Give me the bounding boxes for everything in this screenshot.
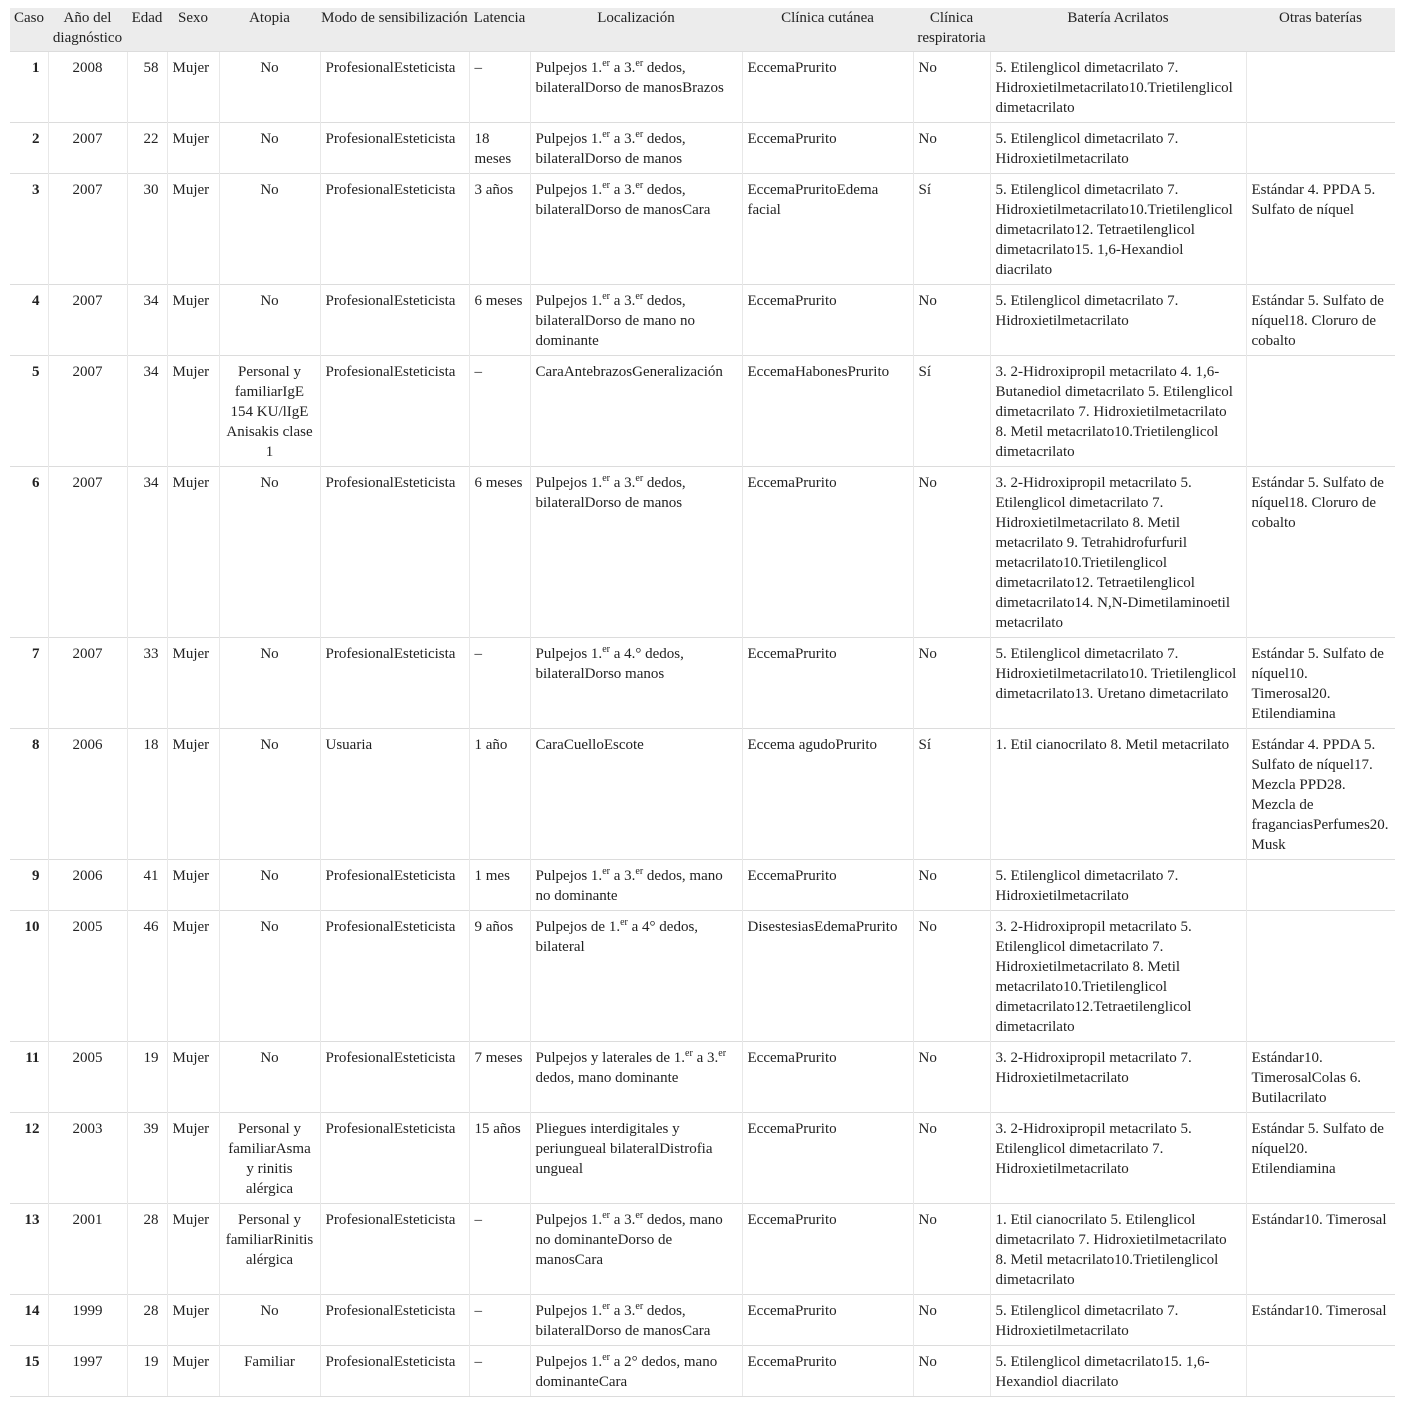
cell-anio: 2005 <box>48 1042 127 1113</box>
cell-latencia: – <box>469 52 530 123</box>
cell-atopia: No <box>219 911 320 1042</box>
localizacion-text: a 3. <box>609 868 636 884</box>
cell-modo: ProfesionalEsteticista <box>320 911 469 1042</box>
cell-caso: 1 <box>10 52 48 123</box>
cell-clinica-respiratoria: No <box>913 638 990 729</box>
cell-atopia: No <box>219 467 320 638</box>
localizacion-text: CaraCuelloEscote <box>535 737 644 753</box>
cell-otras-baterias <box>1246 123 1395 174</box>
cell-otras-baterias <box>1246 1346 1395 1397</box>
cell-localizacion <box>530 860 742 911</box>
cell-clinica-cutanea: Eccema agudoPrurito <box>742 729 913 860</box>
cell-anio: 2007 <box>48 356 127 467</box>
cell-clinica-respiratoria: No <box>913 1113 990 1204</box>
cell-localizacion <box>530 1346 742 1397</box>
table-row <box>10 1042 1395 1113</box>
cell-caso: 4 <box>10 285 48 356</box>
cell-anio: 1997 <box>48 1346 127 1397</box>
cell-modo: ProfesionalEsteticista <box>320 123 469 174</box>
cell-otras-baterias: Estándar 4. PPDA 5. Sulfato de níquel17. Mezcla PPD28. Mezcla de fraganciasPerfumes20. Musk <box>1246 729 1395 860</box>
cell-caso: 12 <box>10 1113 48 1204</box>
column-header-localizacion: Localización <box>530 8 742 52</box>
cell-otras-baterias: Estándar10. TimerosalColas 6. Butilacrilato <box>1246 1042 1395 1113</box>
localizacion-text: Pulpejos 1. <box>535 1212 603 1228</box>
cell-anio: 2007 <box>48 467 127 638</box>
ordinal-superscript: er <box>602 866 610 877</box>
table-row <box>10 285 1395 356</box>
cell-latencia: 9 años <box>469 911 530 1042</box>
localizacion-text: Pliegues interdigitales y periungueal bilateralDistrofia ungueal <box>535 1121 713 1177</box>
localizacion-text: a 4° dedos, bilateral <box>535 919 699 955</box>
ordinal-superscript: er <box>685 1048 693 1059</box>
column-header-clinica-respiratoria: Clínica respiratoria <box>913 8 990 52</box>
cell-caso: 9 <box>10 860 48 911</box>
cell-edad: 19 <box>127 1042 167 1113</box>
column-header-edad: Edad <box>127 8 167 52</box>
localizacion-text: a 3. <box>609 1303 636 1319</box>
localizacion-text: Pulpejos 1. <box>535 1354 603 1370</box>
localizacion-text: a 3. <box>692 1050 719 1066</box>
cell-otras-baterias: Estándar10. Timerosal <box>1246 1204 1395 1295</box>
cell-modo: ProfesionalEsteticista <box>320 285 469 356</box>
column-header-caso: Caso <box>10 8 48 52</box>
cell-sexo: Mujer <box>167 1113 219 1204</box>
column-header-latencia: Latencia <box>469 8 530 52</box>
cell-clinica-cutanea: EccemaPrurito <box>742 1204 913 1295</box>
cell-clinica-cutanea: EccemaPrurito <box>742 1113 913 1204</box>
cell-modo: ProfesionalEsteticista <box>320 356 469 467</box>
cell-clinica-cutanea: EccemaPrurito <box>742 467 913 638</box>
cell-sexo: Mujer <box>167 123 219 174</box>
cell-anio: 2001 <box>48 1204 127 1295</box>
localizacion-text: a 3. <box>609 1212 636 1228</box>
cell-atopia: No <box>219 860 320 911</box>
cell-caso: 10 <box>10 911 48 1042</box>
table-row <box>10 174 1395 285</box>
cell-clinica-respiratoria: No <box>913 285 990 356</box>
localizacion-text: dedos, bilateralDorso de manosCara <box>535 1303 711 1339</box>
cell-edad: 30 <box>127 174 167 285</box>
cell-sexo: Mujer <box>167 52 219 123</box>
cell-localizacion <box>530 729 742 860</box>
cell-clinica-respiratoria: No <box>913 1346 990 1397</box>
ordinal-superscript: er <box>602 180 610 191</box>
cell-modo: ProfesionalEsteticista <box>320 1346 469 1397</box>
table-row <box>10 1113 1395 1204</box>
ordinal-superscript: er <box>635 1210 644 1221</box>
cell-atopia: Personal y familiarAsma y rinitis alérgica <box>219 1113 320 1204</box>
cell-clinica-cutanea: EccemaPrurito <box>742 1042 913 1113</box>
cell-sexo: Mujer <box>167 174 219 285</box>
cell-modo: ProfesionalEsteticista <box>320 52 469 123</box>
header-row <box>10 8 1395 52</box>
cell-caso: 11 <box>10 1042 48 1113</box>
localizacion-text: Pulpejos 1. <box>535 131 603 147</box>
column-header-sexo: Sexo <box>167 8 219 52</box>
cell-otras-baterias <box>1246 356 1395 467</box>
column-header-modo-sensibilizacion: Modo de sensibilización <box>320 8 469 52</box>
cell-otras-baterias: Estándar10. Timerosal <box>1246 1295 1395 1346</box>
ordinal-superscript: er <box>635 180 644 191</box>
cell-modo: ProfesionalEsteticista <box>320 1113 469 1204</box>
cell-bateria-acrilatos: 5. Etilenglicol dimetacrilato 7. Hidroxietilmetacrilato <box>990 123 1246 174</box>
ordinal-superscript: er <box>620 917 628 928</box>
cell-latencia: 6 meses <box>469 467 530 638</box>
cell-edad: 34 <box>127 285 167 356</box>
column-header-otras-baterias: Otras baterías <box>1246 8 1395 52</box>
cell-anio: 1999 <box>48 1295 127 1346</box>
table-header <box>10 8 1395 52</box>
cell-atopia: Personal y familiarRinitis alérgica <box>219 1204 320 1295</box>
ordinal-superscript: er <box>602 644 610 655</box>
cell-clinica-respiratoria: No <box>913 52 990 123</box>
ordinal-superscript: er <box>602 1210 610 1221</box>
localizacion-text: dedos, bilateralDorso de mano no dominante <box>535 293 696 349</box>
cell-bateria-acrilatos: 5. Etilenglicol dimetacrilato 7. Hidroxietilmetacrilato10. Trietilenglicol dimetacrilato13. Uretano dimetacrilato <box>990 638 1246 729</box>
cell-atopia: Familiar <box>219 1346 320 1397</box>
cell-caso: 14 <box>10 1295 48 1346</box>
column-header-atopia: Atopia <box>219 8 320 52</box>
ordinal-superscript: er <box>635 129 644 140</box>
localizacion-text: dedos, bilateralDorso de manos <box>535 475 686 511</box>
cell-localizacion <box>530 1042 742 1113</box>
cell-modo: ProfesionalEsteticista <box>320 174 469 285</box>
cell-otras-baterias <box>1246 911 1395 1042</box>
cell-clinica-cutanea: DisestesiasEdemaPrurito <box>742 911 913 1042</box>
localizacion-text: Pulpejos y laterales de 1. <box>535 1050 686 1066</box>
cell-localizacion <box>530 174 742 285</box>
cell-atopia: Personal y familiarIgE 154 KU/lIgE Anisakis clase 1 <box>219 356 320 467</box>
cell-latencia: – <box>469 356 530 467</box>
cell-edad: 28 <box>127 1204 167 1295</box>
cell-clinica-cutanea: EccemaPrurito <box>742 123 913 174</box>
ordinal-superscript: er <box>602 58 610 69</box>
cell-atopia: No <box>219 1295 320 1346</box>
cell-clinica-respiratoria: Sí <box>913 174 990 285</box>
localizacion-text: a 3. <box>609 475 636 491</box>
cell-bateria-acrilatos: 3. 2-Hidroxipropil metacrilato 5. Etilenglicol dimetacrilato 7. Hidroxietilmetacrilato 8. Metil metacrilato 9. Tetrahidrofurfuril metacrilato10.Trietilenglicol dimetacrilato12. Tetraetilenglicol dimetacrilato14. N,N-Dimetilaminoetil metacrilato <box>990 467 1246 638</box>
cell-sexo: Mujer <box>167 356 219 467</box>
cell-modo: ProfesionalEsteticista <box>320 860 469 911</box>
cell-clinica-cutanea: EccemaPrurito <box>742 285 913 356</box>
table-row <box>10 52 1395 123</box>
cell-anio: 2007 <box>48 123 127 174</box>
localizacion-text: a 3. <box>609 293 636 309</box>
localizacion-text: dedos, mano dominante <box>535 1070 679 1086</box>
cell-modo: ProfesionalEsteticista <box>320 1204 469 1295</box>
cell-atopia: No <box>219 729 320 860</box>
clinical-cases-table <box>10 8 1395 1397</box>
cell-otras-baterias: Estándar 5. Sulfato de níquel18. Cloruro de cobalto <box>1246 467 1395 638</box>
ordinal-superscript: er <box>635 1301 644 1312</box>
cell-modo: ProfesionalEsteticista <box>320 467 469 638</box>
cell-latencia: 6 meses <box>469 285 530 356</box>
cell-latencia: 1 mes <box>469 860 530 911</box>
cell-clinica-respiratoria: No <box>913 1042 990 1113</box>
cell-bateria-acrilatos: 5. Etilenglicol dimetacrilato15. 1,6-Hexandiol diacrilato <box>990 1346 1246 1397</box>
cell-caso: 13 <box>10 1204 48 1295</box>
cell-localizacion <box>530 1295 742 1346</box>
cell-clinica-cutanea: EccemaPrurito <box>742 1295 913 1346</box>
cell-latencia: – <box>469 1204 530 1295</box>
localizacion-text: Pulpejos 1. <box>535 475 603 491</box>
cell-atopia: No <box>219 285 320 356</box>
cell-latencia: – <box>469 638 530 729</box>
cell-edad: 33 <box>127 638 167 729</box>
table-row <box>10 467 1395 638</box>
cell-bateria-acrilatos: 5. Etilenglicol dimetacrilato 7. Hidroxietilmetacrilato10.Trietilenglicol dimetacrilato <box>990 52 1246 123</box>
table-row <box>10 911 1395 1042</box>
cell-latencia: 15 años <box>469 1113 530 1204</box>
localizacion-text: CaraAntebrazosGeneralización <box>535 364 723 380</box>
cell-clinica-respiratoria: No <box>913 467 990 638</box>
localizacion-text: Pulpejos 1. <box>535 646 603 662</box>
localizacion-text: a 3. <box>609 60 636 76</box>
localizacion-text: Pulpejos 1. <box>535 182 603 198</box>
ordinal-superscript: er <box>718 1048 727 1059</box>
ordinal-superscript: er <box>602 291 610 302</box>
ordinal-superscript: er <box>602 129 610 140</box>
cell-clinica-cutanea: EccemaPrurito <box>742 52 913 123</box>
clinical-table-container <box>10 8 1395 1397</box>
cell-clinica-respiratoria: No <box>913 860 990 911</box>
cell-caso: 8 <box>10 729 48 860</box>
cell-sexo: Mujer <box>167 1204 219 1295</box>
cell-localizacion <box>530 467 742 638</box>
cell-clinica-respiratoria: No <box>913 123 990 174</box>
cell-sexo: Mujer <box>167 638 219 729</box>
cell-modo: ProfesionalEsteticista <box>320 1295 469 1346</box>
cell-localizacion <box>530 52 742 123</box>
cell-caso: 6 <box>10 467 48 638</box>
localizacion-text: dedos, mano no dominante <box>535 868 723 904</box>
cell-clinica-cutanea: EccemaPrurito <box>742 860 913 911</box>
cell-bateria-acrilatos: 1. Etil cianocrilato 8. Metil metacrilato <box>990 729 1246 860</box>
cell-otras-baterias <box>1246 860 1395 911</box>
cell-modo: ProfesionalEsteticista <box>320 1042 469 1113</box>
cell-anio: 2008 <box>48 52 127 123</box>
cell-clinica-cutanea: EccemaPruritoEdema facial <box>742 174 913 285</box>
cell-localizacion <box>530 911 742 1042</box>
cell-anio: 2007 <box>48 174 127 285</box>
localizacion-text: a 3. <box>609 131 636 147</box>
cell-anio: 2006 <box>48 729 127 860</box>
cell-bateria-acrilatos: 5. Etilenglicol dimetacrilato 7. Hidroxietilmetacrilato10.Trietilenglicol dimetacrilato12. Tetraetilenglicol dimetacrilato15. 1,6-Hexandiol diacrilato <box>990 174 1246 285</box>
cell-clinica-cutanea: EccemaPrurito <box>742 1346 913 1397</box>
cell-localizacion <box>530 356 742 467</box>
localizacion-text: dedos, bilateralDorso de manos <box>535 131 686 167</box>
cell-clinica-respiratoria: Sí <box>913 356 990 467</box>
cell-sexo: Mujer <box>167 911 219 1042</box>
cell-anio: 2007 <box>48 285 127 356</box>
cell-edad: 46 <box>127 911 167 1042</box>
cell-atopia: No <box>219 123 320 174</box>
table-row <box>10 123 1395 174</box>
cell-latencia: 3 años <box>469 174 530 285</box>
cell-sexo: Mujer <box>167 860 219 911</box>
cell-atopia: No <box>219 52 320 123</box>
cell-sexo: Mujer <box>167 285 219 356</box>
cell-caso: 3 <box>10 174 48 285</box>
cell-sexo: Mujer <box>167 1042 219 1113</box>
localizacion-text: Pulpejos 1. <box>535 1303 603 1319</box>
cell-edad: 39 <box>127 1113 167 1204</box>
localizacion-text: Pulpejos 1. <box>535 868 603 884</box>
cell-clinica-respiratoria: No <box>913 911 990 1042</box>
localizacion-text: dedos, bilateralDorso de manosCara <box>535 182 711 218</box>
cell-edad: 19 <box>127 1346 167 1397</box>
cell-atopia: No <box>219 638 320 729</box>
cell-caso: 5 <box>10 356 48 467</box>
cell-edad: 58 <box>127 52 167 123</box>
cell-bateria-acrilatos: 3. 2-Hidroxipropil metacrilato 7. Hidroxietilmetacrilato <box>990 1042 1246 1113</box>
ordinal-superscript: er <box>635 58 644 69</box>
table-row <box>10 1204 1395 1295</box>
cell-clinica-respiratoria: No <box>913 1295 990 1346</box>
cell-anio: 2003 <box>48 1113 127 1204</box>
cell-otras-baterias: Estándar 5. Sulfato de níquel10. Timerosal20. Etilendiamina <box>1246 638 1395 729</box>
cell-clinica-cutanea: EccemaHabonesPrurito <box>742 356 913 467</box>
cell-latencia: 1 año <box>469 729 530 860</box>
cell-clinica-respiratoria: No <box>913 1204 990 1295</box>
ordinal-superscript: er <box>602 1301 610 1312</box>
column-header-anio-diagnostico: Año del diagnóstico <box>48 8 127 52</box>
column-header-bateria-acrilatos: Batería Acrilatos <box>990 8 1246 52</box>
ordinal-superscript: er <box>602 473 610 484</box>
table-row <box>10 356 1395 467</box>
cell-edad: 41 <box>127 860 167 911</box>
cell-caso: 15 <box>10 1346 48 1397</box>
cell-atopia: No <box>219 174 320 285</box>
cell-bateria-acrilatos: 3. 2-Hidroxipropil metacrilato 5. Etilenglicol dimetacrilato 7. Hidroxietilmetacrilato 8. Metil metacrilato10.Trietilenglicol dimetacrilato12.Tetraetilenglicol dimetacrilato <box>990 911 1246 1042</box>
cell-edad: 34 <box>127 356 167 467</box>
cell-clinica-respiratoria: Sí <box>913 729 990 860</box>
cell-localizacion <box>530 1204 742 1295</box>
cell-edad: 34 <box>127 467 167 638</box>
cell-localizacion <box>530 285 742 356</box>
localizacion-text: dedos, bilateralDorso de manosBrazos <box>535 60 724 96</box>
cell-modo: Usuaria <box>320 729 469 860</box>
cell-bateria-acrilatos: 5. Etilenglicol dimetacrilato 7. Hidroxietilmetacrilato <box>990 1295 1246 1346</box>
cell-otras-baterias: Estándar 5. Sulfato de níquel20. Etilendiamina <box>1246 1113 1395 1204</box>
localizacion-text: Pulpejos 1. <box>535 60 603 76</box>
cell-bateria-acrilatos: 5. Etilenglicol dimetacrilato 7. Hidroxietilmetacrilato <box>990 860 1246 911</box>
ordinal-superscript: er <box>602 1352 610 1363</box>
cell-localizacion <box>530 638 742 729</box>
cell-bateria-acrilatos: 1. Etil cianocrilato 5. Etilenglicol dimetacrilato 7. Hidroxietilmetacrilato 8. Metil metacrilato10.Trietilenglicol dimetacrilato <box>990 1204 1246 1295</box>
cell-latencia: 18 meses <box>469 123 530 174</box>
table-row <box>10 1295 1395 1346</box>
table-body <box>10 52 1395 1397</box>
cell-sexo: Mujer <box>167 1346 219 1397</box>
cell-bateria-acrilatos: 3. 2-Hidroxipropil metacrilato 4. 1,6-Butanediol dimetacrilato 5. Etilenglicol dimetacrilato 7. Hidroxietilmetacrilato 8. Metil metacrilato10.Trietilenglicol dimetacrilato <box>990 356 1246 467</box>
localizacion-text: a 3. <box>609 182 636 198</box>
cell-localizacion <box>530 1113 742 1204</box>
cell-bateria-acrilatos: 3. 2-Hidroxipropil metacrilato 5. Etilenglicol dimetacrilato 7. Hidroxietilmetacrilato <box>990 1113 1246 1204</box>
cell-sexo: Mujer <box>167 1295 219 1346</box>
localizacion-text: dedos, mano no dominanteDorso de manosCara <box>535 1212 723 1268</box>
ordinal-superscript: er <box>635 473 644 484</box>
cell-otras-baterias: Estándar 5. Sulfato de níquel18. Cloruro de cobalto <box>1246 285 1395 356</box>
cell-caso: 2 <box>10 123 48 174</box>
localizacion-text: a 4.° dedos, bilateralDorso manos <box>535 646 684 682</box>
cell-edad: 18 <box>127 729 167 860</box>
cell-otras-baterias <box>1246 52 1395 123</box>
table-row <box>10 1346 1395 1397</box>
table-row <box>10 729 1395 860</box>
table-row <box>10 860 1395 911</box>
cell-sexo: Mujer <box>167 729 219 860</box>
cell-anio: 2005 <box>48 911 127 1042</box>
cell-anio: 2007 <box>48 638 127 729</box>
cell-edad: 22 <box>127 123 167 174</box>
ordinal-superscript: er <box>635 291 644 302</box>
cell-latencia: 7 meses <box>469 1042 530 1113</box>
table-row <box>10 638 1395 729</box>
cell-latencia: – <box>469 1295 530 1346</box>
ordinal-superscript: er <box>635 866 644 877</box>
cell-edad: 28 <box>127 1295 167 1346</box>
cell-atopia: No <box>219 1042 320 1113</box>
cell-localizacion <box>530 123 742 174</box>
cell-caso: 7 <box>10 638 48 729</box>
column-header-clinica-cutanea: Clínica cutánea <box>742 8 913 52</box>
cell-otras-baterias: Estándar 4. PPDA 5. Sulfato de níquel <box>1246 174 1395 285</box>
cell-sexo: Mujer <box>167 467 219 638</box>
localizacion-text: Pulpejos de 1. <box>535 919 621 935</box>
cell-bateria-acrilatos: 5. Etilenglicol dimetacrilato 7. Hidroxietilmetacrilato <box>990 285 1246 356</box>
cell-clinica-cutanea: EccemaPrurito <box>742 638 913 729</box>
cell-latencia: – <box>469 1346 530 1397</box>
cell-modo: ProfesionalEsteticista <box>320 638 469 729</box>
cell-anio: 2006 <box>48 860 127 911</box>
localizacion-text: a 2° dedos, mano dominanteCara <box>535 1354 718 1390</box>
localizacion-text: Pulpejos 1. <box>535 293 603 309</box>
